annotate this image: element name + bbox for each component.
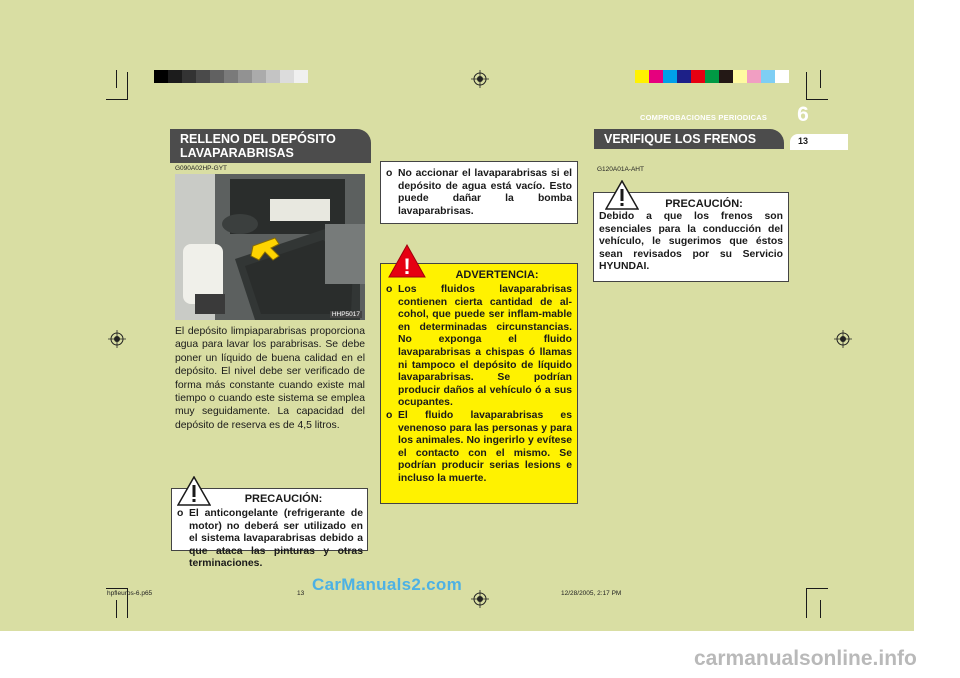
footer-page: 13 — [297, 590, 305, 597]
washer-reservoir-image — [175, 174, 365, 320]
warning-item — [386, 410, 572, 486]
crop-mark — [820, 70, 821, 88]
warning-text: Los fluidos lavaparabrisas contienen cierta cantidad de al-cohol, que puede ser inflam-mable en determinadas circunstancias. No exponga el fluido lavaparabrisas a chispas ó llamas ni tampoco el depósito de líquido lavaparabrisas. Se podrían producir daños al vehículo ó a sus ocupantes. — [398, 284, 572, 409]
registration-mark-icon — [108, 330, 126, 348]
registration-mark-icon — [834, 330, 852, 348]
warning-text: El fluido lavaparabrisas es venenoso para las personas y para los animales. No ingerirlo y evítese el contacto con el mismo. Se podrían producir serias lesions e incluso la muerte. — [398, 409, 572, 484]
footer-file: hpfleuros-6.p65 — [107, 590, 153, 597]
warning-triangle-icon — [388, 244, 426, 278]
crop-mark — [806, 588, 807, 618]
caution-item — [177, 508, 363, 571]
registration-mark-icon — [471, 590, 489, 608]
note-text: No accionar el lavaparabrisas si el depósito de agua está vacío. Esto puede dañar la bomba lavaparabrisas. — [398, 168, 572, 217]
grayscale-color-bar — [154, 70, 308, 83]
ref-code: G090A02HP-GYT — [175, 165, 228, 172]
process-color-bar — [635, 70, 789, 83]
caution-triangle-icon — [605, 180, 639, 210]
bullet-marker: o — [177, 508, 184, 519]
chapter-number: 6 — [797, 103, 809, 126]
page-number: 13 — [797, 136, 808, 146]
crop-mark — [806, 588, 828, 589]
caution-title: PRECAUCIÓN: — [244, 493, 323, 505]
bullet-marker: o — [386, 409, 393, 421]
crop-mark — [806, 99, 828, 100]
note-box-pump — [380, 161, 578, 224]
engine-bay-photo — [175, 174, 365, 320]
crop-mark — [127, 72, 128, 100]
bullet-marker: o — [386, 168, 393, 179]
crop-mark — [116, 600, 117, 618]
watermark-carmanuals: CarManuals2.com — [312, 575, 462, 594]
photo-code: HHP5017 — [331, 311, 360, 318]
caution-text: El anticongelante (refrigerante de motor) no deberá ser utilizado en el sistema lavaparabrisas debido a que ataca las pinturas y otras terminaciones. — [189, 508, 363, 570]
caution-triangle-icon — [177, 476, 211, 506]
caution-title: PRECAUCIÓN: — [665, 198, 743, 210]
crop-mark — [106, 588, 128, 589]
footer-date: 12/28/2005, 2:17 PM — [561, 590, 622, 597]
watermark-online: carmanualsonline.info — [694, 647, 917, 670]
section-title-line2: LAVAPARABRISAS — [180, 146, 294, 160]
section-title-brakes: VERIFIQUE LOS FRENOS — [594, 129, 784, 149]
warning-box — [380, 263, 578, 504]
warning-title: ADVERTENCIA: — [455, 269, 539, 281]
warning-item — [386, 284, 572, 410]
bullet-marker: o — [386, 284, 393, 295]
ref-code: G120A01A-AHT — [597, 166, 644, 173]
note-item — [386, 168, 572, 218]
section-title-washer — [170, 129, 371, 163]
crop-mark — [806, 72, 807, 100]
caution-text: Debido a que los frenos son esenciales para la conducción del vehículo, le sugerimos que éstos sean revisados por su Servicio HYUNDAI. — [599, 211, 783, 273]
warning-symbol: ! — [403, 254, 411, 278]
crop-mark — [820, 600, 821, 618]
chapter-title: COMPROBACIONES PERIODICAS — [640, 113, 768, 122]
washer-body-text: El depósito limpiaparabrisas proporciona agua para lavar los parabrisas. Se debe poner un líquido de buena calidad en el depósito. El nivel debe ser verificado de forma más constante cuando existe mal tiempo o cuando este sistema se emplea muy seguidamente. La capacidad del depósito de reserva es de 4,5 litros. — [175, 326, 365, 431]
registration-mark-icon — [471, 70, 489, 88]
crop-mark — [116, 70, 117, 88]
section-title-line1: RELLENO DEL DEPÓSITO — [180, 132, 336, 146]
crop-mark — [106, 99, 128, 100]
